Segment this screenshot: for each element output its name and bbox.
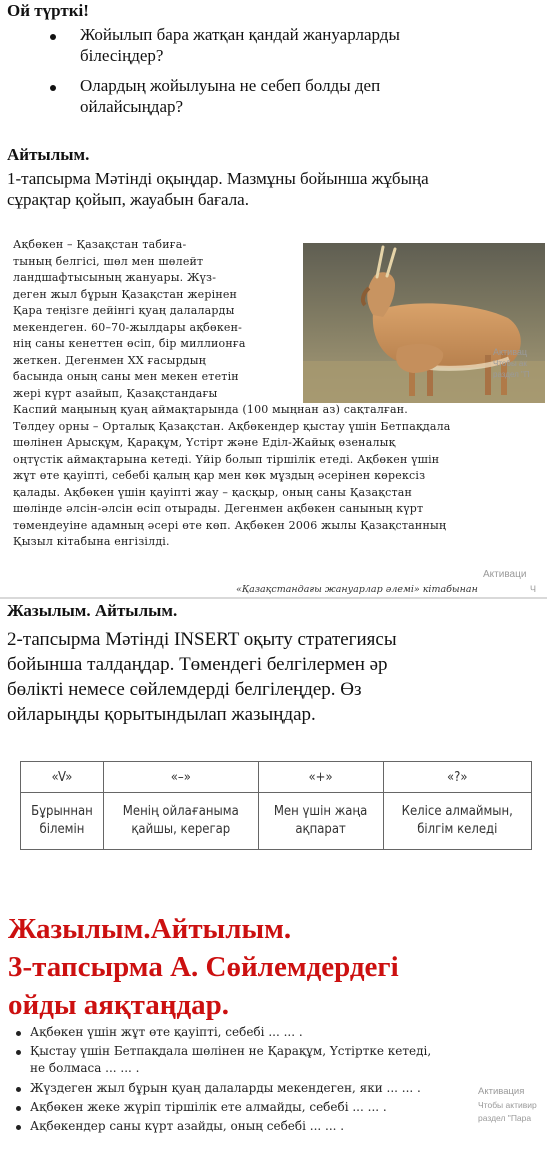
insert-header-cell: «+» — [258, 762, 383, 793]
instruction-line: сұрақтар қойып, жауабын бағала. — [7, 190, 249, 209]
article-line: жұт өте қауіпті, себебі қалың қар мен көк мұздың әсерінен көрексіз — [13, 469, 426, 482]
article-line: шөлінде әлсін-әлсін өсіп отырады. Дегенмен ақбөкен санының күрт — [13, 502, 424, 515]
heading-line: 3-тапсырма А. Сөйлемдердегі — [8, 951, 399, 983]
instruction-line: 1-тапсырма Мәтінді оқыңдар. Мазмұны бойынша жұбыңа — [7, 169, 429, 188]
watermark-text: Чтобы ак — [493, 359, 527, 368]
cell-line: Мен үшін жаңа — [273, 804, 368, 819]
insert-header-cell: «–» — [103, 762, 258, 793]
article-text-full — [13, 402, 545, 551]
motivation-question — [80, 24, 400, 66]
section-divider — [0, 597, 547, 599]
watermark-text: Активация — [478, 1086, 525, 1097]
item-line: Қыстау үшін Бетпақдала шөлінен не Қарақұм, Үстіртке кетеді, — [30, 1044, 432, 1058]
article-line: деген жыл бұрын Қазақстан жерінен — [13, 287, 238, 301]
insert-cell — [383, 793, 531, 850]
insert-cell — [103, 793, 258, 850]
article-line: ландшафтысының жануары. Жүз- — [13, 271, 217, 284]
bullet-dot — [50, 34, 56, 40]
cell-line: ақпарат — [295, 822, 346, 837]
motivation-line: Жойылып бара жатқан қандай жануарларды — [80, 25, 400, 44]
task3-item: Ақбөкендер саны күрт азайды, оның себебі ... ... . — [30, 1119, 345, 1133]
article-line: қалады. Ақбөкен үшін қауіпті жау – қасқыр, оның саны Қазақстан — [13, 485, 413, 499]
item-line: не болмаса ... ... . — [30, 1061, 140, 1075]
cell-line: білгім келеді — [417, 822, 498, 837]
task3-item: Жүздеген жыл бұрын қуаң далаларды мекендеген, яки ... ... . — [30, 1081, 421, 1095]
bullet-dot — [16, 1050, 21, 1055]
insert-cell — [258, 793, 383, 850]
instruction-line: ойларыңды қорытындылап жазыңдар. — [7, 704, 316, 725]
cell-line: Келісе алмаймын, — [401, 804, 513, 819]
article-text-left — [13, 237, 301, 402]
article-line: жеткен. Дегенмен XX ғасырдың — [13, 353, 206, 367]
article-line: тының белгісі, шөл мен шөлейт — [13, 254, 204, 268]
watermark-text: Активац — [493, 347, 528, 357]
article-source: «Қазақстандағы жануарлар әлемі» кітабынан — [236, 584, 478, 595]
article-line: оңтүстік аймақтарына кетеді. Үйір болып тіршілік етеді. Ақбөкен үшін — [13, 452, 440, 466]
instruction-line: бойынша талдаңдар. Төмендегі белгілермен әр — [7, 654, 388, 675]
heading-line: Жазылым.Айтылым. — [8, 913, 292, 945]
watermark-text: Активаци — [483, 569, 527, 580]
task3-heading — [8, 910, 399, 1024]
insert-table — [20, 761, 532, 850]
article-line: Каспий маңының қуаң аймақтарында (100 мыңнан аз) сақталған. — [13, 403, 408, 416]
article-line: төмендеуіне адамның әсері өте көп. Ақбөкен 2006 жылы Қазақстанның — [13, 518, 447, 532]
motivation-question — [80, 75, 380, 117]
task3-item — [30, 1043, 431, 1077]
motivation-line: білесіңдер? — [80, 46, 164, 65]
task1-instructions — [7, 168, 429, 210]
task2-instructions — [7, 627, 397, 727]
instruction-line: 2-тапсырма Мәтінді INSERT оқыту стратегиясы — [7, 629, 397, 650]
insert-header-cell: «V» — [21, 762, 104, 793]
saiga-illustration — [303, 243, 545, 403]
watermark-text: раздел "Пара — [478, 1113, 532, 1123]
insert-cell — [21, 793, 104, 850]
task2-heading: Жазылым. Айтылым. — [7, 601, 178, 620]
article-line: мекендеген. 60–70-жылдары ақбөкен- — [13, 320, 243, 334]
task3-item: Ақбөкен үшін жұт өте қауіпті, себебі ... ... . — [30, 1025, 303, 1039]
task1-heading: Айтылым. — [7, 145, 90, 164]
watermark-text: Ч — [530, 584, 536, 594]
watermark-text: раздел "П — [493, 370, 530, 379]
bullet-dot — [50, 85, 56, 91]
article-line: жері күрт азайып, Қазақстандағы — [13, 386, 218, 400]
bullet-dot — [16, 1125, 21, 1130]
bullet-dot — [16, 1087, 21, 1092]
article-line: Қызыл кітабына енгізілді. — [13, 535, 170, 548]
insert-table-header — [21, 762, 532, 793]
article-line: Төлдеу орны – Орталық Қазақстан. Ақбөкендер қыстау үшін Бетпақдала — [13, 419, 451, 433]
heading-line: ойды аяқтаңдар. — [8, 989, 230, 1021]
cell-line: қайшы, керегар — [131, 822, 231, 837]
article-line: Қара теңізге дейінгі қуаң далаларды — [13, 304, 235, 317]
insert-table-row — [21, 793, 532, 850]
insert-header-cell: «?» — [383, 762, 531, 793]
cell-line: Бұрыннан — [31, 804, 93, 819]
article-line: Ақбөкен – Қазақстан табиға- — [13, 238, 187, 251]
cell-line: білемін — [39, 822, 85, 837]
cell-line: Менің ойлағаныма — [122, 804, 239, 819]
article-line: нің саны кенеттен өсіп, бір миллионға — [13, 337, 246, 350]
bullet-dot — [16, 1031, 21, 1036]
motivation-title: Ой түрткі! — [7, 1, 89, 20]
watermark-text: Чтобы активир — [478, 1100, 537, 1110]
motivation-line: ойлайсыңдар? — [80, 97, 184, 116]
article-line: шөлінен Арысқұм, Қарақұм, Үстірт және Еділ-Жайық өзеналық — [13, 436, 396, 449]
saiga-photo — [303, 243, 545, 403]
motivation-line: Олардың жойылуына не себеп болды деп — [80, 76, 381, 95]
instruction-line: бөлікті немесе сөйлемдерді белгілеңдер. Өз — [7, 679, 362, 700]
task3-item: Ақбөкен жеке жүріп тіршілік ете алмайды, себебі ... ... . — [30, 1100, 387, 1114]
article-line: басында оның саны мен мекен ететін — [13, 370, 239, 383]
bullet-dot — [16, 1106, 21, 1111]
